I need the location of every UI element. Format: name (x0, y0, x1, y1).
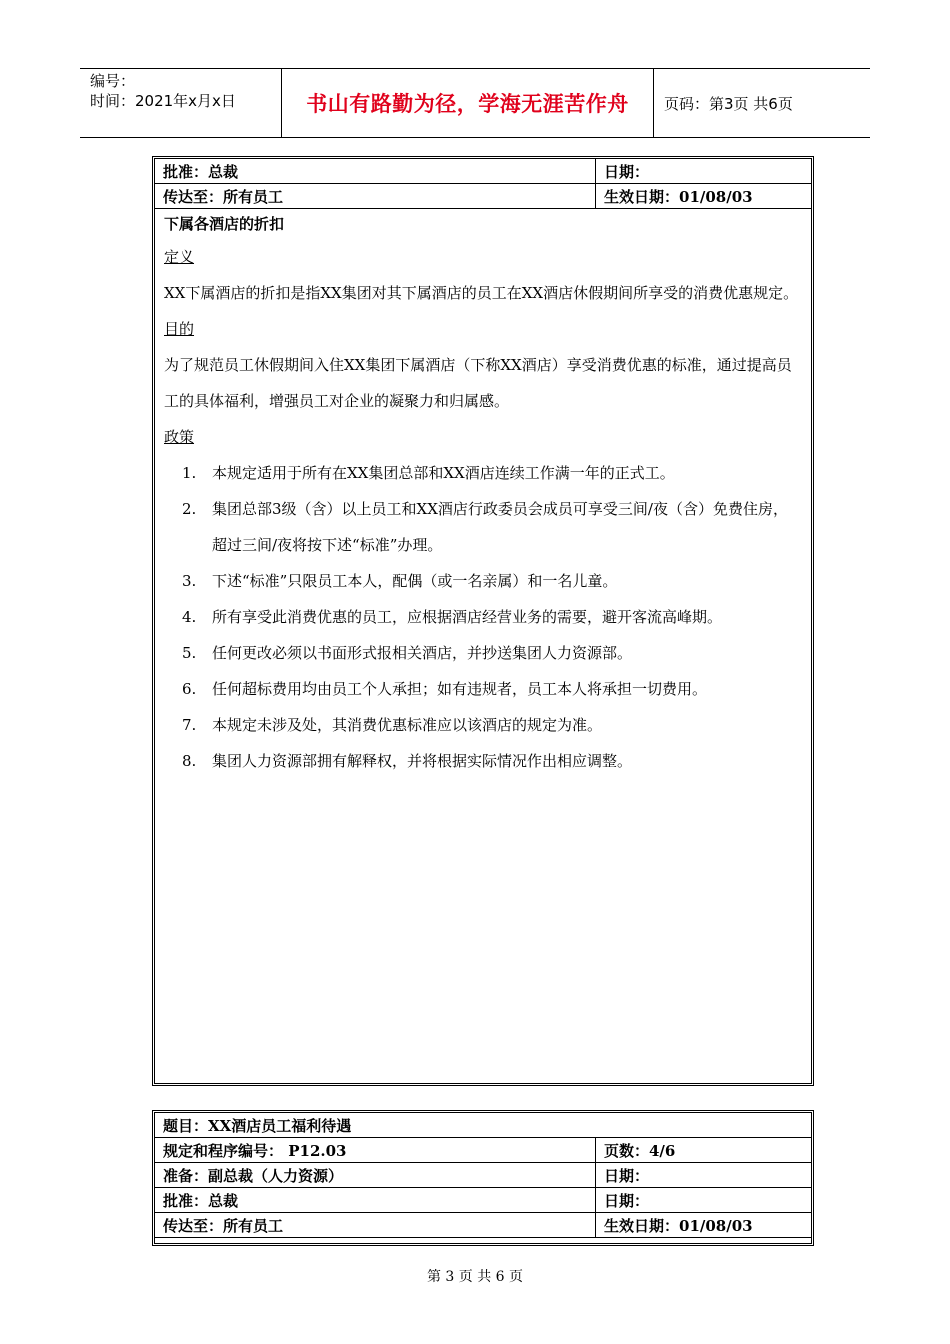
item-text: 集团总部3级（含）以上员工和XX酒店行政委员会成员可享受三间/夜（含）免费住房，超过三间/夜将按下述“标准”办理。 (212, 500, 788, 554)
prepare-cell: 准备：副总裁（人力资源） (155, 1163, 596, 1188)
list-item (182, 455, 802, 491)
item-number: 6. (182, 680, 197, 698)
table-row (155, 1213, 811, 1238)
effective-date-cell: 生效日期：01/08/03 (596, 184, 812, 209)
page-header (80, 68, 870, 138)
list-item (182, 707, 802, 743)
subject-cell: 题目：XX酒店员工福利待遇 (155, 1113, 811, 1138)
motto-text: 书山有路勤为径，学海无涯苦作舟 (306, 91, 629, 116)
policy-content (155, 209, 811, 779)
date-cell: 日期： (596, 1163, 812, 1188)
table-row (155, 1188, 811, 1213)
page-footer: 第 3 页 共 6 页 (426, 1269, 524, 1285)
distribute-cell: 传达至：所有员工 (155, 1213, 596, 1238)
date-cell: 日期： (596, 159, 812, 184)
purpose-heading: 目的 (164, 320, 195, 338)
header-meta (80, 69, 282, 137)
header-id-label: 编号： (90, 72, 136, 90)
pages-cell: 页数：4/6 (596, 1138, 812, 1163)
table-row (155, 1138, 811, 1163)
item-number: 2. (182, 500, 197, 518)
table-row (155, 1163, 811, 1188)
bottom-form-table (155, 1113, 811, 1238)
list-item (182, 635, 802, 671)
section-title: 下属各酒店的折扣 (164, 215, 285, 233)
header-motto (282, 69, 654, 137)
item-text: 所有享受此消费优惠的员工，应根据酒店经营业务的需要，避开客流高峰期。 (212, 608, 723, 626)
document-box (152, 156, 814, 1086)
item-number: 3. (182, 572, 197, 590)
header-page-info: 页码：第3页 共6页 (664, 94, 793, 113)
header-time-label: 时间：2021年x月x日 (90, 92, 236, 110)
list-item (182, 491, 802, 563)
item-text: 集团人力资源部拥有解释权，并将根据实际情况作出相应调整。 (212, 752, 633, 770)
approve-cell: 批准：总裁 (155, 159, 596, 184)
date-cell: 日期： (596, 1188, 812, 1213)
item-number: 4. (182, 608, 197, 626)
list-item (182, 599, 802, 635)
list-item (182, 743, 802, 779)
definition-heading: 定义 (164, 248, 195, 266)
item-text: 本规定未涉及处，其消费优惠标准应以该酒店的规定为准。 (212, 716, 603, 734)
item-number: 1. (182, 464, 197, 482)
next-page-form-box (152, 1110, 814, 1246)
item-text: 任何超标费用均由员工个人承担；如有违规者，员工本人将承担一切费用。 (212, 680, 708, 698)
policy-heading: 政策 (164, 428, 195, 446)
policy-list (164, 455, 802, 779)
list-item (182, 671, 802, 707)
purpose-text: 为了规范员工休假期间入住XX集团下属酒店（下称XX酒店）享受消费优惠的标准，通过提高员工的具体福利，增强员工对企业的凝聚力和归属感。 (164, 356, 792, 410)
top-form-table (155, 159, 811, 209)
item-text: 下述“标准”只限员工本人，配偶（或一名亲属）和一名儿童。 (212, 572, 618, 590)
code-cell: 规定和程序编号： P12.03 (155, 1138, 596, 1163)
table-row (155, 1113, 811, 1138)
item-number: 5. (182, 644, 197, 662)
item-number: 8. (182, 752, 197, 770)
effective-date-cell: 生效日期：01/08/03 (596, 1213, 812, 1238)
table-row (155, 184, 811, 209)
definition-text: XX下属酒店的折扣是指XX集团对其下属酒店的员工在XX酒店休假期间所享受的消费优惠规定。 (164, 284, 799, 302)
item-number: 7. (182, 716, 197, 734)
table-row (155, 159, 811, 184)
approve-cell: 批准：总裁 (155, 1188, 596, 1213)
item-text: 任何更改必须以书面形式报相关酒店，并抄送集团人力资源部。 (212, 644, 633, 662)
list-item (182, 563, 802, 599)
item-text: 本规定适用于所有在XX集团总部和XX酒店连续工作满一年的正式工。 (212, 464, 675, 482)
distribute-cell: 传达至：所有员工 (155, 184, 596, 209)
